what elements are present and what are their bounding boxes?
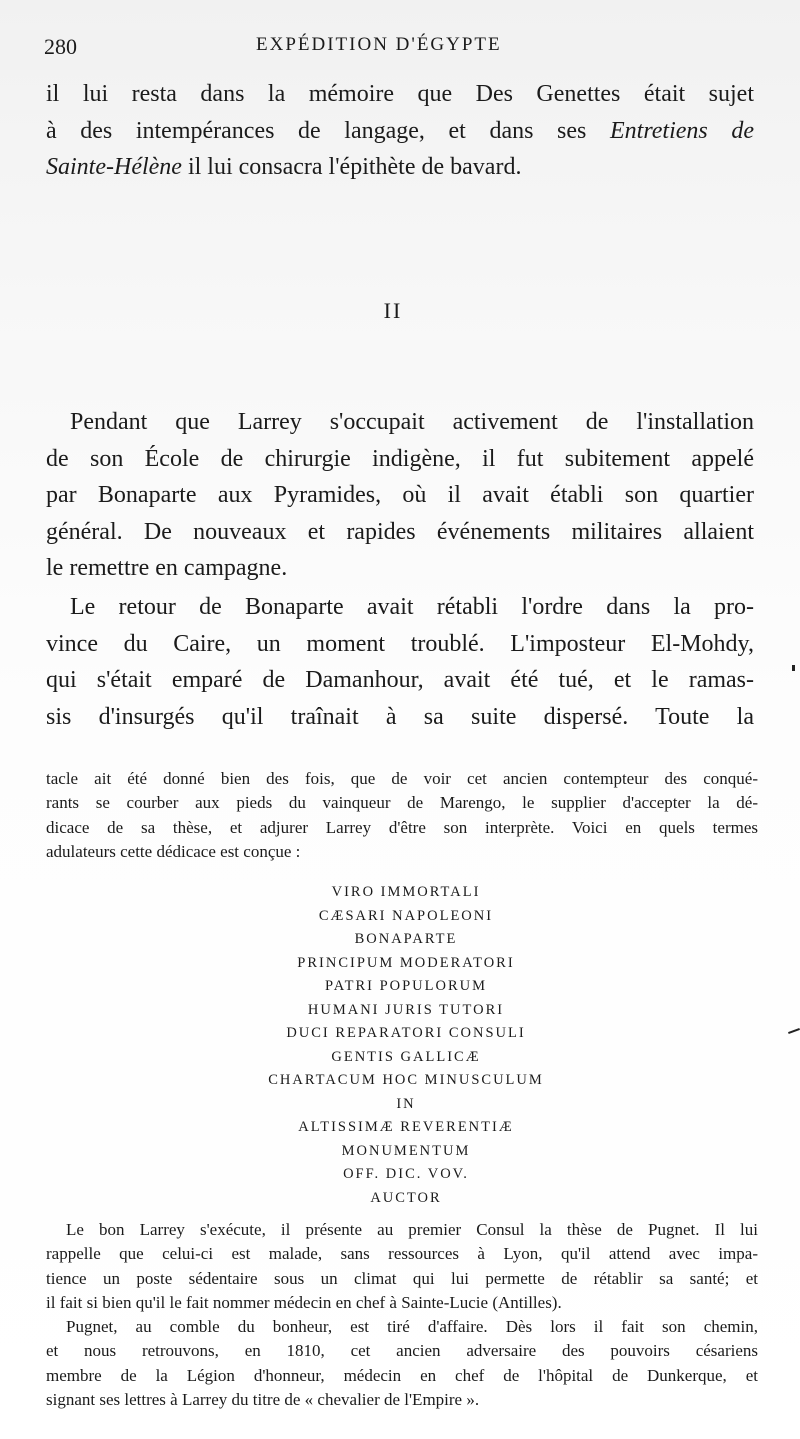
dedication-line: GENTIS GALLICÆ [331, 1048, 481, 1065]
text-line [46, 149, 754, 186]
text-fragment: à des intempérances de langage, et dans ses [46, 117, 610, 144]
text-line: le remettre en campagne. [46, 555, 288, 581]
dedication-line: VIRO IMMORTALI [331, 884, 481, 900]
text-line: Pendant que Larrey s'occupait activement de l'installation [70, 409, 754, 435]
footnote-line: Le bon Larrey s'exécute, il présente au premier Consul la thèse de Pugnet. Il lui [66, 1220, 758, 1239]
text-line: sis d'insurgés qu'il traînait à sa suite dispersé. Toute la [46, 703, 754, 730]
running-title: EXPÉDITION D'ÉGYPTE [256, 34, 502, 55]
text-line: de son École de chirurgie indigène, il fut subitement appelé [46, 445, 754, 472]
footnote-line: il fait si bien qu'il le fait nommer médecin en chef à Sainte-Lucie (Antilles). [46, 1292, 562, 1312]
footnote-line: signant ses lettres à Larrey du titre de « chevalier de l'Empire ». [46, 1389, 480, 1409]
dedication-line: OFF. DIC. VOV. [343, 1166, 469, 1182]
footnote-line: dicace de sa thèse, et adjurer Larrey d'être son interprète. Voici en quels termes [46, 817, 758, 837]
text-fragment: il lui consacra l'épithète de bavard. [181, 154, 522, 180]
text-line: vince du Caire, un moment troublé. L'imposteur El-Mohdy, [46, 630, 754, 657]
text-line: Le retour de Bonaparte avait rétabli l'ordre dans la pro- [70, 594, 754, 620]
footnote-intro [46, 767, 758, 864]
dedication-line: CHARTACUM HOC MINUSCULUM [268, 1072, 544, 1088]
section-heading: II [383, 298, 403, 323]
dedication-line: AUCTOR [370, 1189, 442, 1206]
italic-title: Sainte-Hélène [46, 154, 182, 180]
dedication-line: PRINCIPUM MODERATORI [297, 954, 515, 971]
paragraph [46, 404, 754, 587]
dedication-line: PATRI POPULORUM [324, 978, 487, 994]
text-line: qui s'était emparé de Damanhour, avait été tué, et le ramas- [46, 667, 754, 693]
footnote-line: tience un poste sédentaire sous un climat qui lui permette de rétablir sa santé; et [46, 1268, 758, 1288]
text-line: général. De nouveaux et rapides événements militaires allaient [46, 518, 754, 545]
dedication-line: DUCI REPARATORI CONSULI [286, 1025, 526, 1041]
text-line [46, 113, 754, 150]
footnote-line: tacle ait été donné bien des fois, que de voir cet ancien contempteur des conqué- [46, 769, 758, 788]
dedication-line: MONUMENTUM [341, 1142, 471, 1159]
running-head [44, 34, 756, 64]
footnote-paragraph [46, 1315, 758, 1412]
text-line: il lui resta dans la mémoire que Des Genettes était sujet [46, 81, 754, 107]
scan-artifact-mark [792, 665, 795, 671]
footnote-line: adulateurs cette dédicace est conçue : [46, 841, 301, 861]
footnote-line: rants se courber aux pieds du vainqueur de Marengo, le supplier d'accepter la dé- [46, 793, 758, 813]
dedication-line: ALTISSIMÆ REVERENTIÆ [298, 1119, 514, 1135]
page-number: 280 [44, 34, 77, 59]
dedication-line: CÆSARI NAPOLEONI [318, 907, 494, 924]
footnote-line: rappelle que celui-ci est malade, sans ressources à Lyon, qu'il attend avec impa- [46, 1244, 758, 1264]
dedication-block [0, 881, 800, 1210]
text-line: par Bonaparte aux Pyramides, où il avait établi son quartier [46, 482, 754, 508]
footnote-line: et nous retrouvons, en 1810, cet ancien adversaire des pouvoirs césariens [46, 1341, 758, 1361]
paragraph [46, 589, 754, 735]
footnote-line: membre de la Légion d'honneur, médecin en chef de l'hôpital de Dunkerque, et [46, 1365, 758, 1385]
footnote-paragraph [46, 1218, 758, 1315]
dedication-line: HUMANI JURIS TUTORI [307, 1001, 505, 1018]
italic-title: Entretiens de [609, 117, 754, 144]
dedication-line: IN [396, 1095, 416, 1112]
continuation-paragraph [46, 76, 754, 186]
dedication-line: BONAPARTE [354, 931, 458, 947]
footnote-line: Pugnet, au comble du bonheur, est tiré d'affaire. Dès lors il fait son chemin, [66, 1317, 758, 1336]
